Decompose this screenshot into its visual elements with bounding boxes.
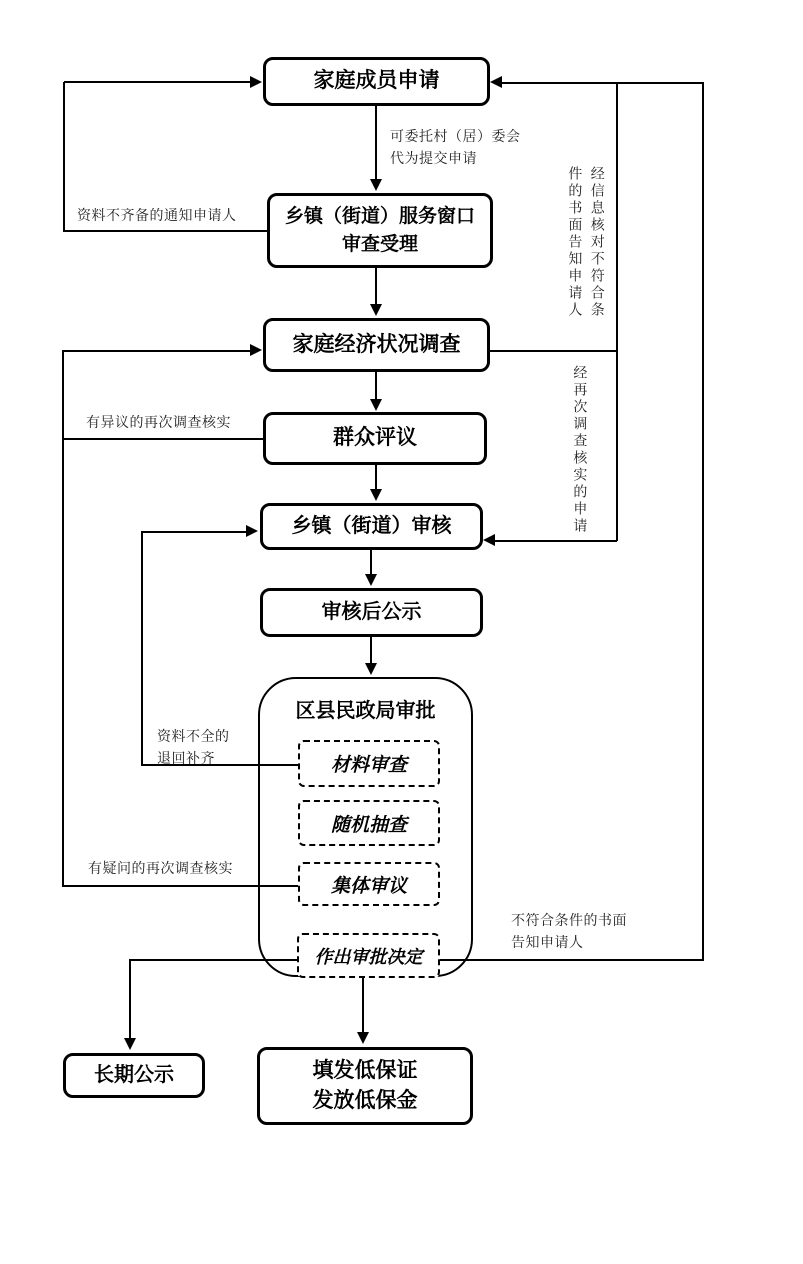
arrow-survey-to-appraisal bbox=[375, 372, 377, 400]
note-incomplete-return-line2: 退回补齐 bbox=[157, 751, 215, 767]
note-objection-recheck: 有异议的再次调查核实 bbox=[86, 416, 231, 431]
node-service-window-line2: 审查受理 bbox=[341, 233, 418, 255]
arrow-publicity-to-bureau bbox=[370, 637, 372, 664]
line-left-recheck-vertical bbox=[62, 350, 64, 887]
arrowhead-review-to-publicity bbox=[365, 574, 377, 586]
note-doubt-recheck: 有疑问的再次调查核实 bbox=[88, 862, 233, 877]
arrowhead-into-survey-left bbox=[250, 344, 262, 356]
arrowhead-into-review-right bbox=[483, 534, 495, 546]
note-unqualified-notify bbox=[511, 911, 627, 954]
line-into-review-left bbox=[142, 531, 248, 533]
note-info-check-fail: 经信息核对不符合条件的书面告知申请人 bbox=[566, 166, 604, 319]
line-appraisal-to-left bbox=[63, 438, 263, 440]
line-survey-to-right bbox=[490, 350, 617, 352]
note-unqualified-line1: 不符合条件的书面 bbox=[511, 914, 627, 929]
line-window-to-left bbox=[64, 230, 267, 232]
node-material-review-label: 材料审查 bbox=[330, 755, 407, 776]
line-into-apply-right bbox=[501, 82, 703, 84]
node-issue-allowance bbox=[257, 1047, 473, 1125]
note-incomplete-return-line1: 资料不全的 bbox=[157, 730, 230, 745]
node-family-apply-label: 家庭成员申请 bbox=[313, 69, 440, 93]
node-approval-decision-label: 作出审批决定 bbox=[314, 946, 423, 967]
node-service-window-line1: 乡镇（街道）服务窗口 bbox=[284, 205, 475, 227]
note-recheck-verified: 经再次调查核实的申请 bbox=[571, 365, 587, 535]
node-longterm-publicity-label: 长期公示 bbox=[94, 1064, 174, 1086]
note-incomplete-notify: 资料不齐备的通知申请人 bbox=[77, 209, 237, 224]
node-issue-allowance-line1: 填发低保证 bbox=[312, 1058, 418, 1082]
arrow-review-to-publicity bbox=[370, 550, 372, 575]
line-into-review-right bbox=[495, 540, 617, 542]
node-collective-deliberation bbox=[298, 862, 440, 906]
arrowhead-into-review-left bbox=[246, 525, 258, 537]
node-random-check bbox=[298, 800, 440, 846]
node-economic-survey bbox=[263, 318, 490, 372]
line-right-inner-vertical bbox=[616, 82, 618, 541]
node-township-review bbox=[260, 503, 483, 550]
note-entrust-line2: 代为提交申请 bbox=[390, 151, 477, 167]
line-left-up-notify bbox=[63, 82, 65, 232]
arrowhead-publicity-to-bureau bbox=[365, 663, 377, 675]
note-incomplete-return bbox=[157, 727, 230, 770]
node-public-appraisal-label: 群众评议 bbox=[333, 426, 417, 450]
arrowhead-into-longterm bbox=[124, 1038, 136, 1050]
arrow-window-to-survey bbox=[375, 268, 377, 305]
line-right-outer-vertical bbox=[702, 82, 704, 961]
node-bureau-approval-title: 区县民政局审批 bbox=[295, 700, 436, 722]
node-post-review-publicity bbox=[260, 588, 483, 637]
arrowhead-appraisal-to-review bbox=[370, 489, 382, 501]
node-issue-allowance-line2: 发放低保金 bbox=[312, 1089, 418, 1112]
line-decision-to-right bbox=[440, 959, 704, 961]
arrow-bureau-to-issue bbox=[362, 978, 364, 1033]
arrowhead-survey-to-appraisal bbox=[370, 399, 382, 411]
arrowhead-into-apply-left bbox=[250, 76, 262, 88]
arrow-appraisal-to-review bbox=[375, 465, 377, 490]
node-collective-deliberation-label: 集体审议 bbox=[330, 875, 407, 897]
note-unqualified-line2: 告知申请人 bbox=[511, 935, 584, 951]
node-public-appraisal bbox=[263, 412, 487, 465]
node-random-check-label: 随机抽查 bbox=[330, 814, 407, 836]
node-service-window bbox=[267, 193, 493, 268]
node-material-review bbox=[298, 740, 440, 787]
line-into-apply-left bbox=[64, 81, 252, 83]
arrowhead-apply-to-window bbox=[370, 179, 382, 191]
arrowhead-bureau-to-issue bbox=[357, 1032, 369, 1044]
node-post-review-publicity-label: 审核后公示 bbox=[321, 601, 422, 623]
arrowhead-window-to-survey bbox=[370, 304, 382, 316]
node-longterm-publicity bbox=[63, 1053, 205, 1098]
line-return-vertical bbox=[141, 531, 143, 766]
line-into-survey-left bbox=[63, 350, 251, 352]
arrowhead-into-apply-right bbox=[490, 76, 502, 88]
note-entrust bbox=[390, 127, 521, 170]
node-economic-survey-label: 家庭经济状况调查 bbox=[292, 332, 461, 356]
node-family-apply bbox=[263, 57, 490, 106]
note-entrust-line1: 可委托村（居）委会 bbox=[390, 130, 521, 145]
arrow-apply-to-window bbox=[375, 106, 377, 180]
line-decision-down-left bbox=[129, 959, 131, 1039]
node-township-review-label: 乡镇（街道）审核 bbox=[291, 515, 452, 537]
node-approval-decision bbox=[297, 933, 440, 978]
